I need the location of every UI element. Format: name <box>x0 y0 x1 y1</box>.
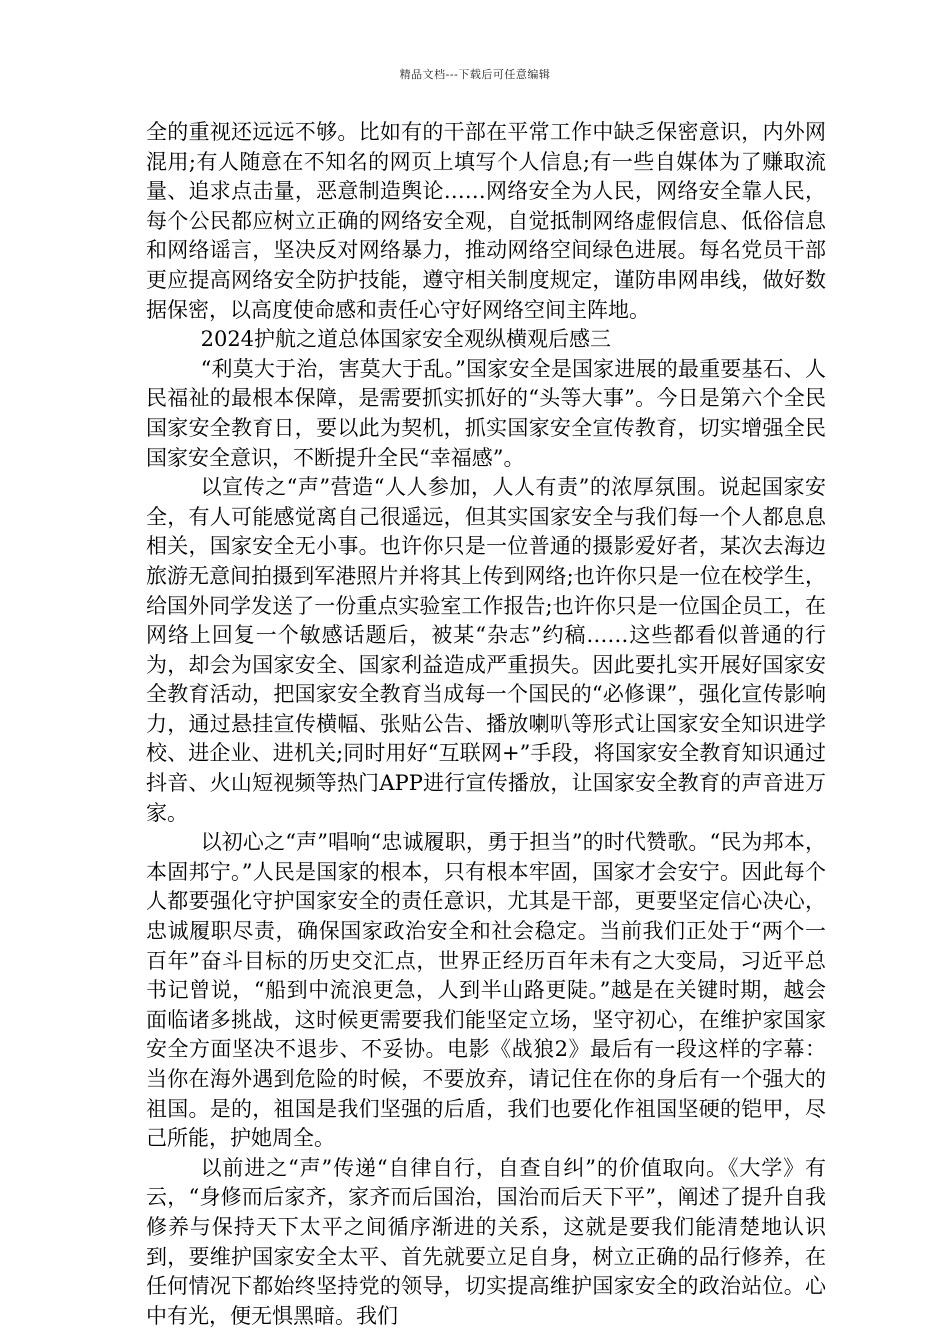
page-header: 精品文档---下载后可任意编辑 <box>399 68 551 81</box>
section-subtitle: 2024护航之道总体国家安全观纵横观后感三 <box>200 327 612 352</box>
paragraph: “利莫大于治，害莫大于乱。”国家安全是国家进展的最重要基石、人民福祉的最根本保障，是需要抓实抓好的“头等大事”。今日是第六个全民国家安全教育日，要以此为契机，抓实国家安全宣传教育，切实增强全民国家安全意识，不断提升全民“幸福感”。 <box>146 356 826 470</box>
paragraph: 以前进之“声”传递“自律自行，自查自纠”的价值取向。《大学》有云，“身修而后家齐，家齐而后国治，国治而后天下平”，阐述了提升自我修养与保持天下太平之间循序渐进的关系，这就是要我们能清楚地认识到，要维护国家安全太平、首先就要立足自身，树立正确的品行修养，在任何情况下都始终坚持党的领导，切实提高维护国家安全的政治站位。心中有光，便无惧黑暗。我们 <box>146 1155 826 1328</box>
document-body <box>146 118 826 1331</box>
paragraph: 以宣传之“声”营造“人人参加，人人有责”的浓厚氛围。说起国家安全，有人可能感觉离自己很遥远，但其实国家安全与我们每一个人都息息相关，国家安全无小事。也许你只是一位普通的摄影爱好者，某次去海边旅游无意间拍摄到军港照片并将其上传到网络;也许你只是一位在校学生，给国外同学发送了一份重点实验室工作报告;也许你只是一位国企员工，在网络上回复一个敏感话题后，被某“杂志”约稿……这些都看似普通的行为，却会为国家安全、国家利益造成严重损失。因此要扎实开展好国家安全教育活动，把国家安全教育当成每一个国民的“必修课”，强化宣传影响力，通过悬挂宣传横幅、张贴公告、播放喇叭等形式让国家安全知识进学校、进企业、进机关;同时用好“互联网+”手段，将国家安全教育知识通过抖音、火山短视频等热门APP进行宣传播放，让国家安全教育的声音进万家。 <box>146 475 826 825</box>
paragraph: 以初心之“声”唱响“忠诚履职，勇于担当”的时代赞歌。“民为邦本，本固邦宁。”人民是国家的根本，只有根本牢固，国家才会安宁。因此每个人都要强化守护国家安全的责任意识，尤其是干部，更要坚定信心决心，忠诚履职尽责，确保国家政治安全和社会稳定。当前我们正处于“两个一百年”奋斗目标的历史交汇点，世界正经历百年未有之大变局，习近平总书记曾说，“船到中流浪更急，人到半山路更陡。”越是在关键时期，越会面临诸多挑战，这时候更需要我们能坚定立场，坚守初心，在维护家国家安全方面坚决不退步、不妥协。电影《战狼2》最后有一段这样的字幕：当你在海外遇到危险的时候，不要放弃，请记住在你的身后有一个强大的祖国。是的，祖国是我们坚强的后盾，我们也要化作祖国坚硬的铠甲，尽己所能，护她周全。 <box>146 830 826 1151</box>
paragraph-continuation: 全的重视还远远不够。比如有的干部在平常工作中缺乏保密意识，内外网混用;有人随意在不知名的网页上填写个人信息;有一些自媒体为了赚取流量、追求点击量，恶意制造舆论……网络安全为人民，网络安全靠人民，每个公民都应树立正确的网络安全观，自觉抵制网络虚假信息、低俗信息和网络谣言，坚决反对网络暴力，推动网络空间绿色进展。每名党员干部更应提高网络安全防护技能，遵守相关制度规定，谨防串网串线，做好数据保密，以高度使命感和责任心守好网络空间主阵地。 <box>146 120 826 322</box>
